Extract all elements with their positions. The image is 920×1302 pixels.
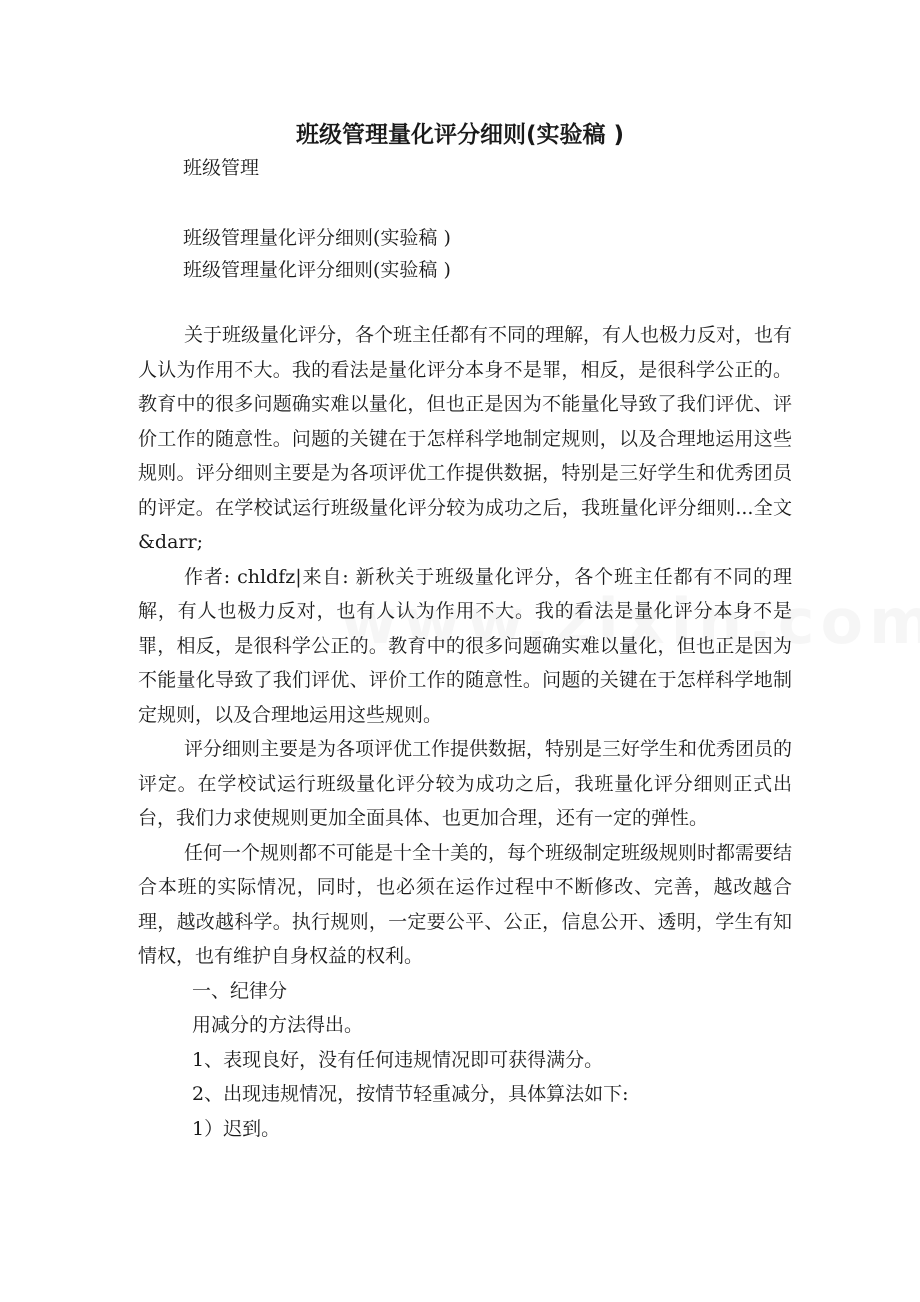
document-title: 班级管理量化评分细则(实验稿 ) [295,122,625,148]
paragraph-author: 作者: chldfz|来自: 新秋关于班级量化评分，各个班主任都有不同的理解，有人也极力反对，也有人认为作用不大。我的看法是量化评分本身不是罪，相反，是很科学公正的。教育中的很多问题确实难以量化，但也正是因为不能量化导致了我们评优、评价工作的随意性。问题的关键在于怎样科学地制定规则，以及合理地运用这些规则。 [138,565,792,726]
subtitle-line-2: 班级管理量化评分细则(实验稿 ) [183,259,451,281]
list-item: 2、出现违规情况，按情节轻重减分，具体算法如下: [192,1083,629,1105]
list-item: 用减分的方法得出。 [192,1014,364,1036]
paragraph-rules: 任何一个规则都不可能是十全十美的，每个班级制定班级规则时都需要结合本班的实际情况，同时，也必须在运作过程中不断修改、完善，越改越合理，越改越科学。执行规则，一定要公平、公正，信息公开、透明，学生有知情权，也有维护自身权益的权利。 [138,841,793,967]
list-item: 1）迟到。 [192,1117,281,1140]
category-label: 班级管理 [183,157,260,179]
paragraph-purpose: 评分细则主要是为各项评优工作提供数据，特别是三好学生和优秀团员的评定。在学校试运行班级量化评分较为成功之后，我班量化评分细则正式出台，我们力求使规则更加全面具体、也更加合理，还有一定的弹性。 [138,738,793,829]
paragraph-intro: 关于班级量化评分，各个班主任都有不同的理解，有人也极力反对，也有人认为作用不大。我的看法是量化评分本身不是罪，相反，是很科学公正的。教育中的很多问题确实难以量化，但也正是因为不能量化导致了我们评优、评价工作的随意性。问题的关键在于怎样科学地制定规则，以及合理地运用这些规则。评分细则主要是为各项评优工作提供数据，特别是三好学生和优秀团员的评定。在学校试运行班级量化评分较为成功之后，我班量化评分细则...全文&darr; [138,324,793,553]
document-body [138,318,792,1146]
list-item: 1、表现良好，没有任何违规情况即可获得满分。 [192,1048,604,1071]
section-heading-discipline: 一、纪律分 [192,979,288,1002]
subtitle-line-1: 班级管理量化评分细则(实验稿 ) [183,227,451,249]
